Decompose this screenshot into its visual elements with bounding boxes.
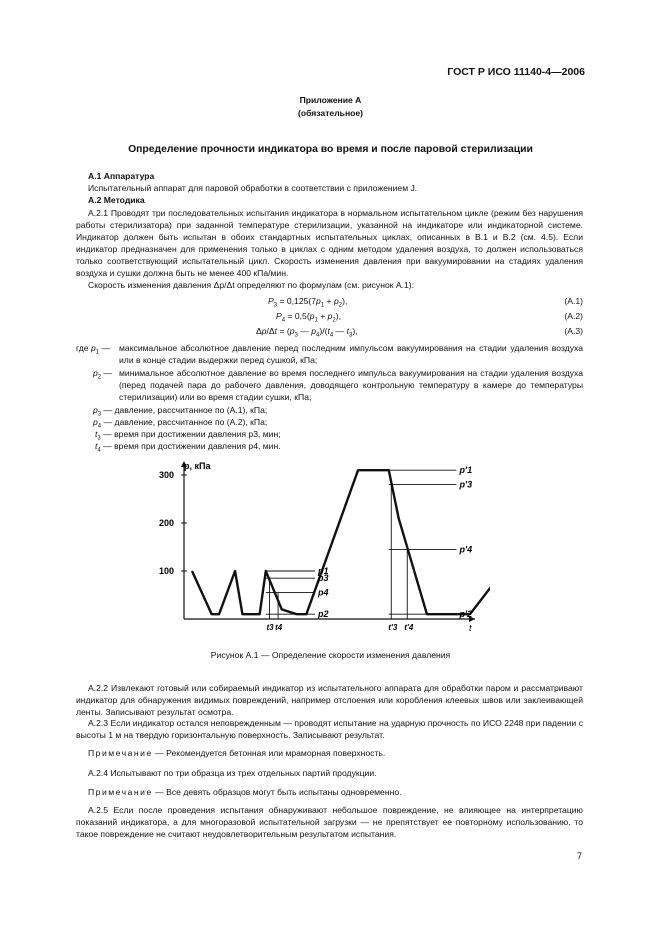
paragraph-a24: А.2.4 Испытывают по три образца из трех отдельных партий продукции. xyxy=(88,768,377,778)
appendix-title: Приложение А xyxy=(299,95,362,105)
label-p2: p2 xyxy=(318,609,329,620)
note-2: Примечание — Все девять образцов могут быть испытаны одновременно. xyxy=(88,787,402,797)
def-t4: $t_4$ — время при достижении давления p4, мин. xyxy=(95,441,281,454)
label-p3: p3 xyxy=(318,573,329,584)
paragraph-a21: А.2.1 Проводят три последовательных испытания индикатора в нормальном испытательном цикле (режим без нарушения работы стерилизатора) при заданной температуре стерилизации, указанной на индикаторе или индикаторной системе. Индикатор должен быть испытан в обоих стандартных испытательных циклах, описанных в В.1 и В.2 (см. 4.5). Если индикатор предназначен для применения только в циклах с одним методом удаления воздуха, то должен использоваться только соответствующий испытательный цикл. Скорость изменения давления при вакуумировании на стадиях удаления воздуха и сушки должна быть не менее 400 кПа/мин. xyxy=(76,208,583,279)
section-a1-heading: А.1 Аппаратура xyxy=(88,171,155,181)
def-p1: максимальное абсолютное давление перед последним импульсом вакуумирования на стадии удаления воздуха или в конце стадии выдержки перед сушкой, кПа; xyxy=(119,343,583,366)
y-tick-label-100: 100 xyxy=(159,566,175,576)
main-title: Определение прочности индикатора во время и после паровой стерилизации xyxy=(128,144,533,155)
formula-a1: $P_3 = 0,125(7p_1 + p_2)$, xyxy=(268,296,348,309)
def-where: где $p_1$ — xyxy=(76,343,111,356)
def-p2-symbol: $p_2$ — xyxy=(93,368,113,381)
formula-a2-number: (А.2) xyxy=(564,311,583,321)
pressure-chart xyxy=(140,455,490,645)
x-axis-label: t xyxy=(469,623,472,633)
y-tick-label-200: 200 xyxy=(159,518,175,528)
time-mark-label-2: t'3 xyxy=(388,623,398,632)
time-mark-label-1: t4 xyxy=(275,623,283,632)
note-1: Примечание — Рекомендуется бетонная или мраморная поверхность. xyxy=(88,748,386,758)
figure-caption: Рисунок А.1 — Определение скорости изменения давления xyxy=(210,650,451,660)
rate-intro: Скорость изменения давления Δp/Δt определяют по формулам (см. рисунок А.1): xyxy=(88,280,415,290)
appendix-status: (обязательное) xyxy=(297,108,364,118)
section-a2-heading: А.2 Методика xyxy=(88,195,145,205)
formula-a2: $P_4 = 0,5(p_1 + p_2)$, xyxy=(276,311,341,324)
paragraph-a22: А.2.2 Извлекают готовый или собираемый индикатор из испытательного аппарата для обработки паром и рассматривают индикатор для обнаружения видимых повреждений, например отслоения или коробления клеевых швов или заклеивающей ленты. Записывают результат осмотра. xyxy=(76,683,583,718)
def-p2: минимальное абсолютное давление во время последнего импульса вакуумирования на стадии удаления воздуха (перед подачей пара до рабочего давления, доводящего контрольную температуру в камере до температуры стерилизации) или во время стадии сушки, кПа; xyxy=(119,368,583,403)
doc-header: ГОСТ Р ИСО 11140-4—2006 xyxy=(447,66,585,78)
def-t3: $t_3$ — время при достижении давления p3, мин; xyxy=(95,429,281,442)
paragraph-a25: А.2.5 Если после проведения испытания обнаруживают небольшое повреждение, не влияющее на интерпретацию показаний индикатора, а для многоразовой испытательной загрузки — не препятствует ее повторному использованию, то такое повреждение не считают неудовлетворительным результатом испытания. xyxy=(76,805,583,840)
label-p4: p4 xyxy=(318,587,329,598)
paragraph-a23: А.2.3 Если индикатор остался неповрежденным — проводят испытание на ударную прочность по ИСО 2248 при падении с высоты 1 м на твердую горизонтальную поверхность. Записывают результат. xyxy=(76,718,583,741)
y-axis-label: p, кПа xyxy=(184,461,211,471)
def-p4: $p_4$ — давление, рассчитанное по (А.2), кПа; xyxy=(93,417,268,430)
page-number: 7 xyxy=(576,851,582,861)
formula-a3: $\Delta p/\Delta t = (p_3$ — $p_4)/(t_4$ — $t_3$), xyxy=(256,326,358,339)
time-mark-label-0: t3 xyxy=(266,623,274,632)
label-right-3: p'2 xyxy=(459,609,473,620)
label-right-2: p'4 xyxy=(459,544,473,555)
label-right-0: p'1 xyxy=(459,465,473,476)
def-p3: $p_3$ — давление, рассчитанное по (А.1), кПа; xyxy=(93,405,268,418)
y-tick-label-300: 300 xyxy=(159,470,175,480)
pressure-curve xyxy=(192,470,490,614)
formula-a1-number: (А.1) xyxy=(564,296,583,306)
label-right-1: p'3 xyxy=(459,479,473,490)
label-p1: p1 xyxy=(318,566,329,576)
time-mark-label-3: t'4 xyxy=(404,623,414,632)
section-a1-text: Испытательный аппарат для паровой обработки в соответствии с приложением J. xyxy=(88,183,418,193)
formula-a3-number: (А.3) xyxy=(564,326,583,336)
